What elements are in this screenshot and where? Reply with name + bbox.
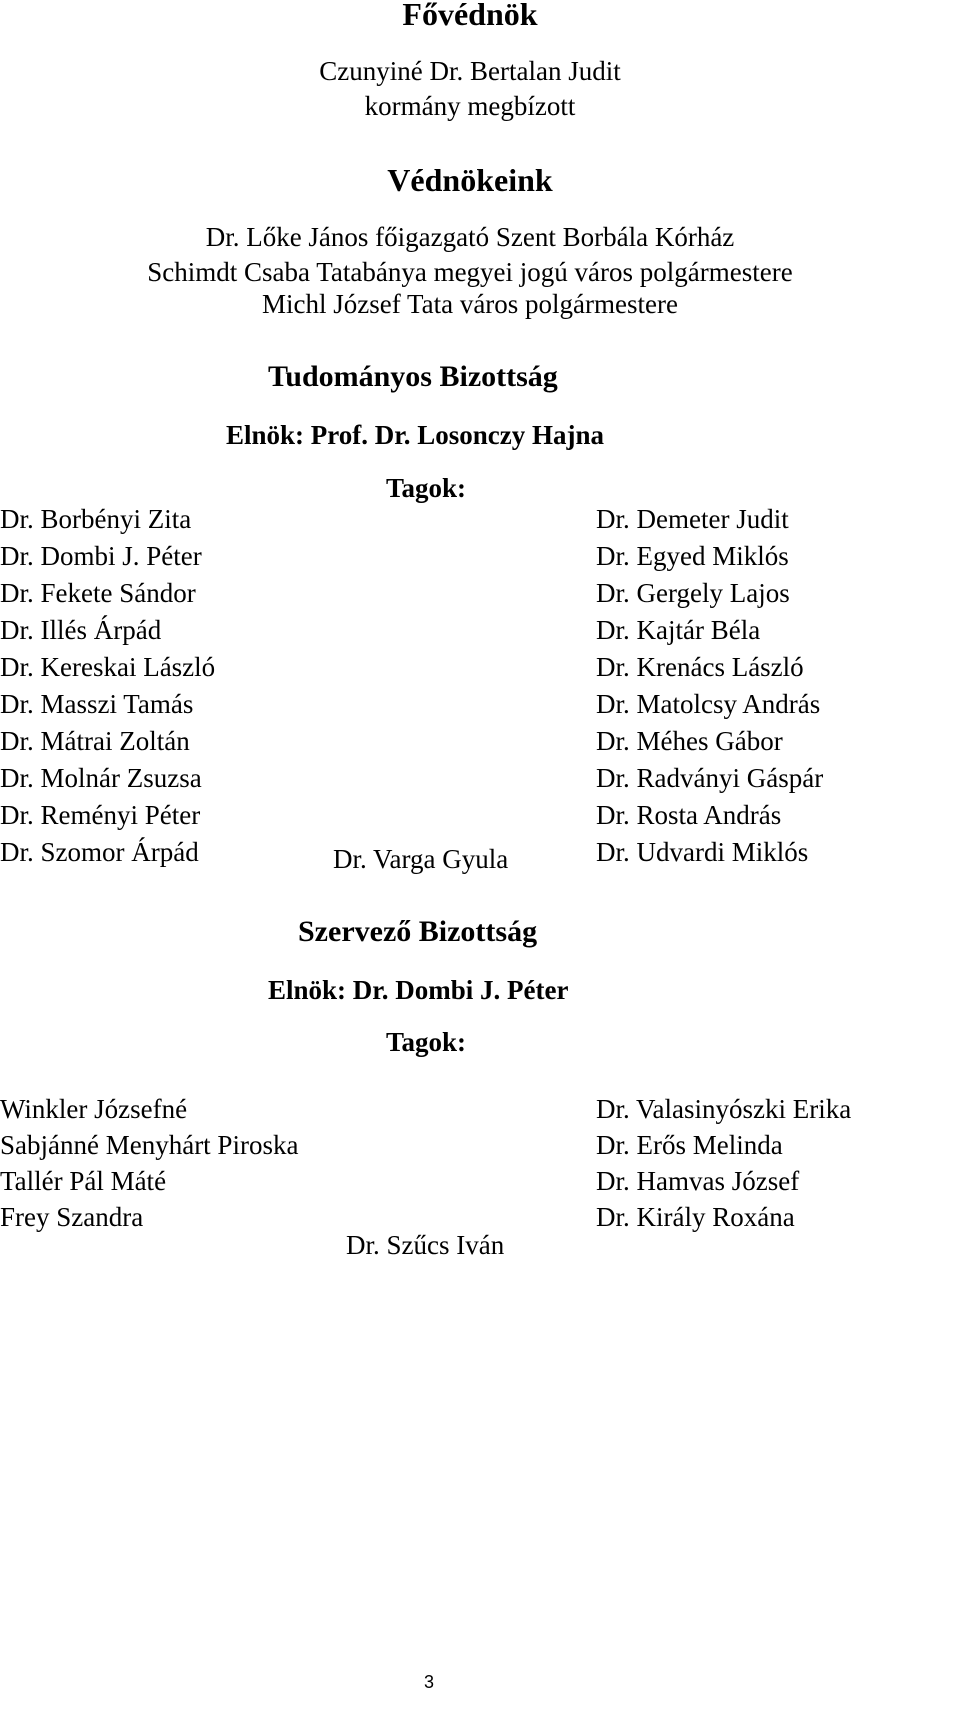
szervezo-chair: Elnök: Dr. Dombi J. Péter (268, 975, 569, 1005)
tudomanyos-members-label: Tagok: (386, 473, 467, 503)
list-item: Dr. Masszi Tamás (0, 689, 194, 719)
tudomanyos-left-column (0, 501, 215, 871)
list-item: Dr. Radványi Gáspár (596, 763, 824, 793)
list-item: Dr. Valasinyószki Erika (596, 1094, 852, 1124)
fovednok-role: kormány megbízott (364, 91, 576, 121)
list-item: Dr. Molnár Zsuzsa (0, 763, 202, 793)
vednok-line-1: Dr. Lőke János főigazgató Szent Borbála Kórház (205, 222, 735, 252)
fovednok-heading: Fővédnök (402, 0, 538, 32)
list-item: Dr. Dombi J. Péter (0, 541, 202, 571)
list-item: Dr. Kajtár Béla (596, 615, 761, 645)
list-item: Sabjánné Menyhárt Piroska (0, 1130, 299, 1160)
list-item: Dr. Fekete Sándor (0, 578, 196, 608)
list-item: Winkler Józsefné (0, 1094, 188, 1124)
szervezo-heading: Szervező Bizottság (298, 915, 538, 948)
szervezo-members-label: Tagok: (386, 1027, 467, 1057)
fovednok-name: Czunyiné Dr. Bertalan Judit (319, 56, 621, 86)
vednokeink-heading: Védnökeink (387, 162, 553, 198)
list-item: Frey Szandra (0, 1202, 144, 1232)
list-item: Dr. Hamvas József (596, 1166, 800, 1196)
list-item: Dr. Reményi Péter (0, 800, 201, 830)
list-item: Dr. Krenács László (596, 652, 804, 682)
list-item: Dr. Borbényi Zita (0, 504, 192, 534)
list-item: Dr. Udvardi Miklós (596, 837, 809, 867)
szervezo-right-column (596, 1091, 851, 1235)
vednok-line-3: Michl József Tata város polgármestere (262, 289, 678, 319)
page-number: 3 (424, 1672, 435, 1692)
szervezo-left-column (0, 1091, 298, 1235)
list-item: Tallér Pál Máté (0, 1166, 167, 1196)
list-item: Dr. Mátrai Zoltán (0, 726, 190, 756)
list-item: Dr. Király Roxána (596, 1202, 795, 1232)
tudomanyos-chair: Elnök: Prof. Dr. Losonczy Hajna (226, 420, 605, 450)
list-item: Dr. Egyed Miklós (596, 541, 789, 571)
list-item: Dr. Gergely Lajos (596, 578, 790, 608)
list-item: Dr. Méhes Gábor (596, 726, 783, 756)
list-item: Dr. Matolcsy András (596, 689, 821, 719)
list-item: Dr. Szomor Árpád (0, 837, 199, 867)
list-item: Dr. Erős Melinda (596, 1130, 783, 1160)
tudomanyos-right-column (596, 501, 823, 871)
list-item: Dr. Demeter Judit (596, 504, 789, 534)
list-item: Dr. Rosta András (596, 800, 782, 830)
vednok-line-2: Schimdt Csaba Tatabánya megyei jogú város polgármestere (147, 257, 793, 287)
szervezo-center-member: Dr. Szűcs Iván (346, 1230, 505, 1260)
list-item: Dr. Illés Árpád (0, 615, 162, 645)
list-item: Dr. Kereskai László (0, 652, 216, 682)
tudomanyos-heading: Tudományos Bizottság (268, 360, 558, 393)
tudomanyos-center-member: Dr. Varga Gyula (333, 844, 509, 874)
